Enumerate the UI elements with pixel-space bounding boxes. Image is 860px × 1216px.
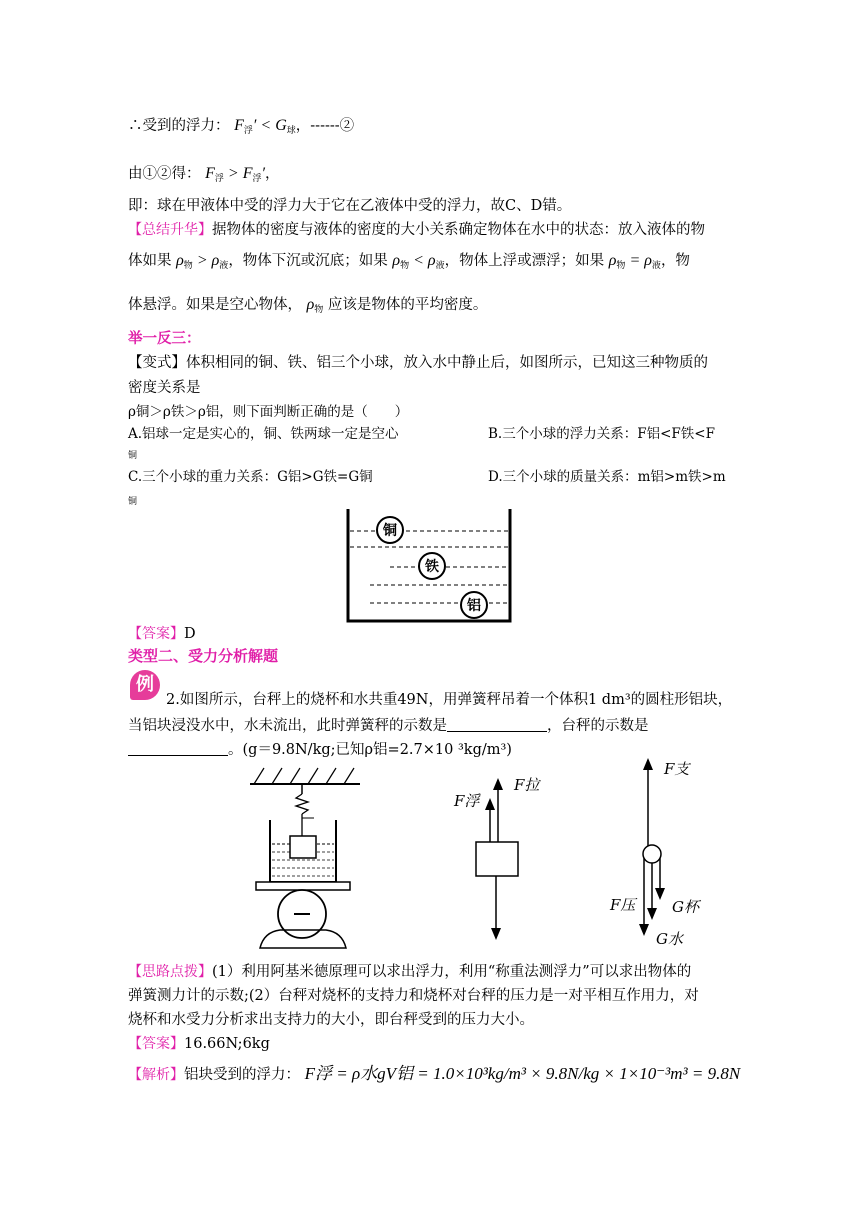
option-c: C.三个小球的重力关系：G铝>G铁=G铜 — [128, 469, 373, 485]
analysis-line: 【解析】铝块受到的浮力： F浮 = ρ水gV铝 = 1.0×10³kg/m³ × 9.8N/kg × 1×10⁻³m³ = 9.8N — [128, 1064, 741, 1083]
variant-line-2: 密度关系是 — [128, 380, 201, 396]
answer-1: 【答案】D — [128, 626, 196, 642]
question-line-2: 当铝块浸没水中，水未流出，此时弹簧秤的示数是 ，台秤的示数是 — [128, 718, 649, 734]
summary-line-1: 【总结升华】据物体的密度与液体的密度的大小关系确定物体在水中的状态：放入液体的物 — [128, 222, 705, 238]
label-g-water: G水 — [656, 930, 683, 948]
block-force-diagram — [440, 770, 560, 945]
copper-ball-label: 铜 — [383, 523, 397, 539]
summary-line-3: 体悬浮。如果是空心物体， $\rho_物$ 应该是物体的平均密度。 — [128, 296, 488, 314]
line-derivation: 由①②得： $F_浮 > F_浮'$， — [128, 165, 280, 183]
example-badge: 例 — [130, 670, 160, 700]
answer-blank-2[interactable] — [128, 741, 228, 756]
option-d-cont: 铜 — [128, 497, 138, 507]
beaker-force-diagram — [600, 752, 720, 952]
buoyancy-formula: F浮 = ρ水gV铝 = 1.0×10³kg/m³ × 9.8N/kg × 1×10⁻³m³ = 9.8N — [304, 1064, 741, 1083]
question-line-1: 2.如图所示，台秤上的烧杯和水共重49N，用弹簧秤吊着一个体积1 dm³的圆柱形铝块， — [166, 692, 733, 708]
option-b: B.三个小球的浮力关系：F铝<F铁<F — [488, 426, 715, 442]
aluminum-ball-label: 铝 — [467, 598, 481, 614]
variant-line-1: 【变式】体积相同的铜、铁、铝三个小球，放入水中静止后，如图所示，已知这三种物质的 — [128, 355, 708, 371]
label-g-cup: G杯 — [672, 898, 699, 916]
hint-line-3: 烧杯和水受力分析求出支持力的大小，即台秤受到的压力大小。 — [128, 1012, 534, 1028]
line-buoyancy-inequality: ∴受到的浮力： $F_浮' < G_球$，------② — [128, 117, 355, 135]
label-f-tension: F拉 — [514, 776, 540, 794]
iron-ball-label: 铁 — [425, 559, 439, 575]
section-title-force-analysis: 类型二、受力分析解题 — [128, 648, 279, 665]
hint-line-2: 弹簧测力计的示数;(2）台秤对烧杯的支持力和烧杯对台秤的压力是一对平相互作用力，对 — [128, 988, 699, 1004]
option-b-cont: 铜 — [128, 451, 138, 461]
balls-in-water-figure — [340, 505, 520, 625]
answer-blank-1[interactable] — [447, 717, 547, 732]
scale-apparatus-figure — [240, 762, 370, 952]
summary-label: 【总结升华】 — [128, 222, 212, 238]
option-a: A.铝球一定是实心的，铜、铁两球一定是空心 — [128, 426, 399, 442]
hint-line-1: 【思路点拨】(1）利用阿基米德原理可以求出浮力，利用“称重法测浮力”可以求出物体的 — [128, 964, 692, 980]
option-d: D.三个小球的质量关系：m铝>m铁>m — [488, 469, 726, 485]
answer-2: 【答案】16.66N;6kg — [128, 1036, 270, 1052]
label-f-support: F支 — [664, 760, 690, 778]
line-conclusion: 即：球在甲液体中受的浮力大于它在乙液体中受的浮力，故C、D错。 — [128, 198, 572, 214]
summary-line-2: 体如果 $\rho_物 > \rho_液$，物体下沉或沉底；如果 $\rho_物 < \rho_液$，物体上浮或漂浮；如果 $\rho_物 = \rho_液$，物 — [128, 252, 690, 270]
label-f-buoyancy: F浮 — [454, 792, 480, 810]
question-line-3: 。(g＝9.8N/kg;已知ρ铝=2.7×10 ³kg/m³) — [128, 740, 512, 760]
label-f-pressure: F压 — [610, 896, 636, 914]
section-title-practice: 举一反三： — [128, 331, 201, 347]
density-relation: ρ铜＞ρ铁＞ρ铝，则下面判断正确的是（ ） — [128, 404, 409, 420]
